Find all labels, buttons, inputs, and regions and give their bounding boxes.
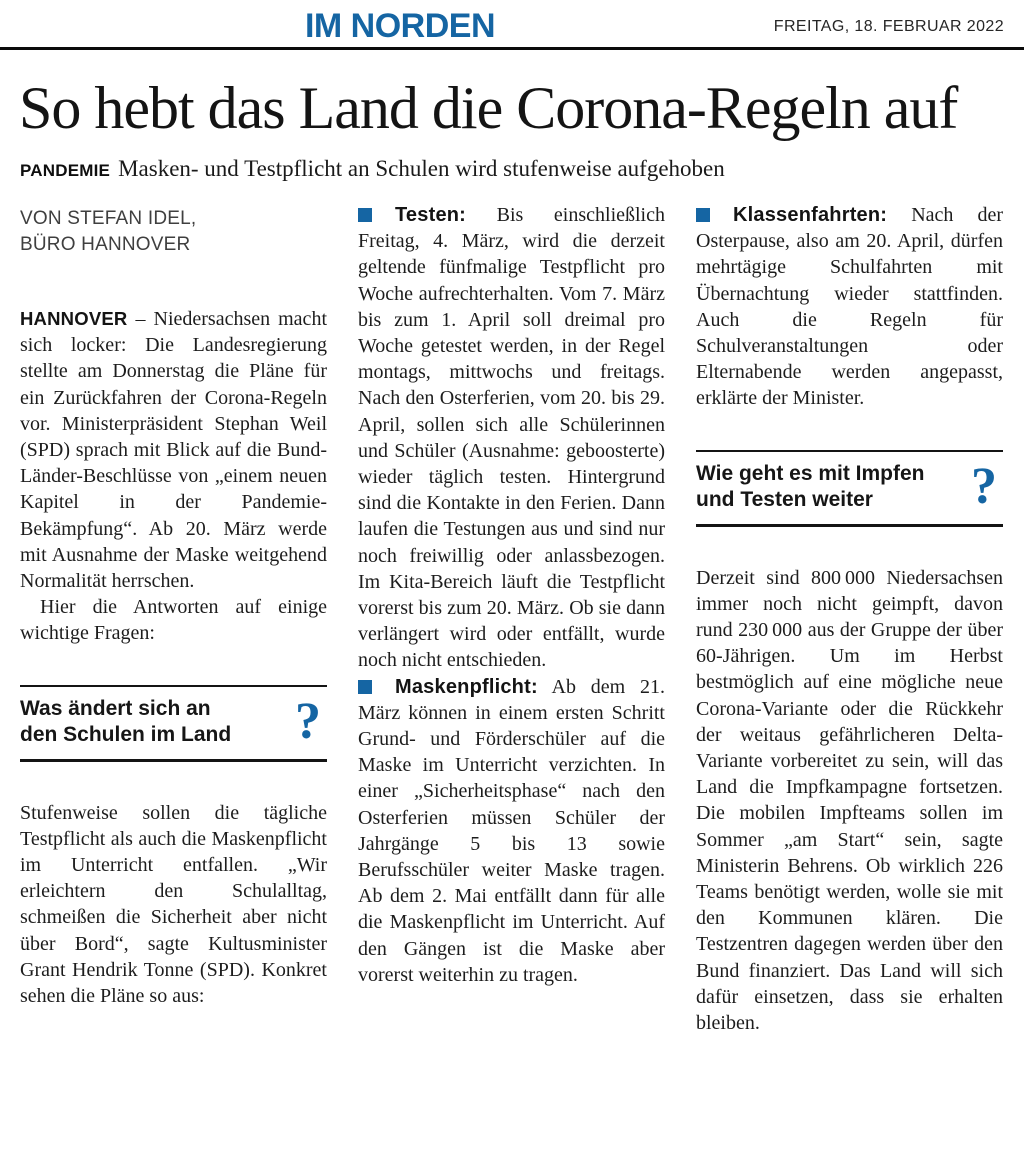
page-header (0, 0, 1024, 50)
column-1 (20, 202, 327, 1036)
question-box (20, 685, 327, 762)
topic-lead-klassenfahrten: Klassenfahrten: (733, 204, 888, 226)
paragraph: HANNOVER – Niedersachsen macht sich locker: Die Landesregierung stellte am Donnerstag die Pläne für ein Zurückfahren der Corona-Regeln vor. Ministerpräsident Stephan Weil (SPD) sprach mit Blick auf die Bund-Länder-Beschlüsse von „einem neuen Kapitel in der Pandemie-Bekämpfung“. Ab 20. März werde mit Ausnahme der Maske weitgehend Normalität herrschen. (20, 308, 327, 593)
question-box-title: Wie geht es mit Impfen und Testen weiter (696, 461, 925, 511)
issue-date: FREITAG, 18. FEBRUAR 2022 (773, 18, 1004, 35)
topic-lead-maskenpflicht: Maskenpflicht: (395, 675, 538, 698)
section-title: IM NORDEN (304, 7, 496, 45)
question-box-title: Was ändert sich an den Schulen im Land (20, 696, 232, 746)
topic-lead-testen: Testen: (395, 204, 467, 226)
bullet-square-icon (696, 208, 710, 222)
article-columns (0, 202, 1024, 1036)
paragraph: Testen: Bis einschließlich Freitag, 4. März, wird die derzeit geltende fünfmalige Testpflicht pro Woche aufrechterhalten. Vom 7. März bis zum 1. April soll dreimal pro Woche getestet werden, in der Regel montags, mittwochs und freitags. Nach den Osterferien, vom 20. bis 29. April, sollen sich alle Schülerinnen und Schüler (Ausnahme: geboosterte) wieder täglich testen. Hintergrund sind die Kontakte in den Ferien. Dann laufen die Testungen aus und sind nur noch freiwillig oder anlassbezogen. Im Kita-Bereich läuft die Testpflicht vorerst bis zum 20. März. Ob sie dann verlängert wird oder entfällt, wurde noch nicht entschieden. (358, 204, 665, 672)
dateline: HANNOVER (20, 308, 128, 329)
paragraph: Hier die Antworten auf einige wichtige Fragen: (20, 596, 327, 645)
kicker-text: Masken- und Testpflicht an Schulen wird stufenweise aufgehoben (118, 156, 725, 181)
question-mark-icon: ? (971, 457, 997, 515)
kicker (20, 156, 1004, 182)
column-2 (358, 202, 665, 1036)
column-3 (696, 202, 1003, 1036)
question-mark-icon: ? (295, 692, 321, 750)
headline: So hebt das Land die Corona-Regeln auf (19, 75, 958, 141)
paragraph: Derzeit sind 800 000 Niedersachsen immer noch nicht geimpft, davon rund 230 000 aus der Gruppe der über 60-Jährigen. Um im Herbst bestmöglich auf eine mögliche neue Corona-Variante oder die Rückkehr der weitaus gefährlicheren Delta-Variante vorbereitet zu sein, will das Land die Impfkampagne fortsetzen. Die mobilen Impfteams sollen im Sommer „am Start“ sein, sagte Ministerin Behrens. Ob wirklich 226 Teams benötigt werden, wolle sie mit den Kommunen klären. Die Testzentren dagegen werden über den Bund finanziert. Das Land will sich dafür einsetzen, dass sie erhalten bleiben. (696, 566, 1003, 1035)
bullet-square-icon (358, 208, 372, 222)
byline: VON STEFAN IDEL, BÜRO HANNOVER (20, 208, 197, 255)
bullet-square-icon (358, 680, 372, 694)
paragraph: Klassenfahrten: Nach der Osterpause, also am 20. April, dürfen mehrtägige Schulfahrten mit Übernachtung wieder stattfinden. Auch die Regeln für Schulveranstaltungen oder Elternabende werden angepasst, erklärte der Minister. (696, 204, 1003, 410)
paragraph: Stufenweise sollen die tägliche Testpflicht als auch die Maskenpflicht im Unterricht entfallen. „Wir erleichtern den Schulalltag, schmeißen die Sicherheit aber nicht über Bord“, sagte Kultusminister Grant Hendrik Tonne (SPD). Konkret sehen die Pläne so aus: (20, 801, 327, 1008)
kicker-label: PANDEMIE (20, 161, 111, 180)
question-box (696, 450, 1003, 527)
paragraph: Maskenpflicht: Ab dem 21. März können in einem ersten Schritt Grund- und Förderschüler auf die Maske im Unterricht verzichten. In einer „Sicherheitsphase“ nach den Osterferien müssen Schüler der Jahrgänge 5 bis 13 sowie Berufsschüler weiter Maske tragen. Ab dem 2. Mai entfällt dann für alle die Maskenpflicht im Unterricht. Auf den Gängen ist die Maske aber vorerst weiterhin zu tragen. (358, 675, 665, 986)
